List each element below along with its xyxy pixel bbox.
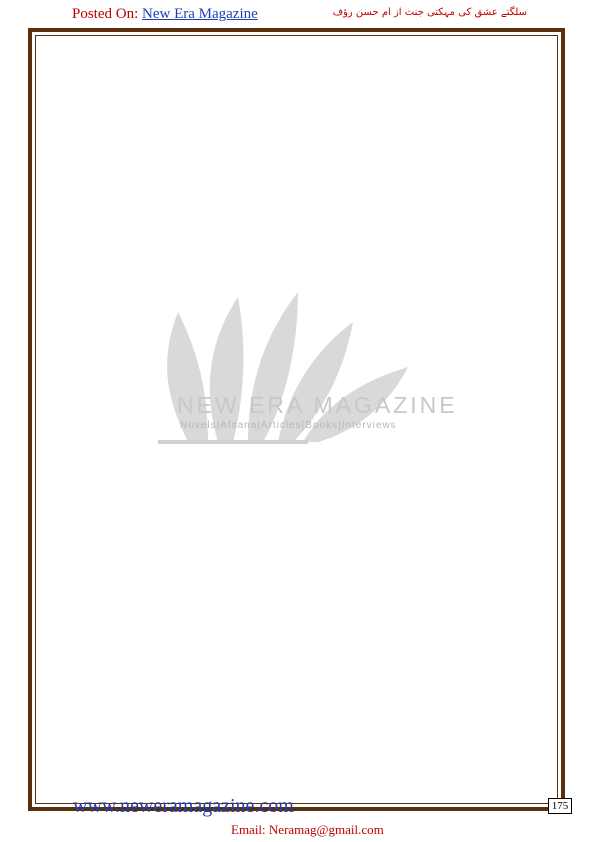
novel-title: سلگتے عشق کی مہکتی جنت از ام حسن رؤف	[332, 7, 527, 18]
posted-on	[72, 6, 258, 23]
magazine-link[interactable]: New Era Magazine	[142, 6, 258, 22]
page-number: 175	[548, 798, 572, 814]
contact-email: Email: Neramag@gmail.com	[231, 822, 384, 837]
posted-on-label: Posted On:	[72, 6, 139, 22]
watermark-tagline: Novels|Afsana|Articles|Books|Interviews	[180, 420, 397, 431]
leaf-logo-icon	[148, 292, 458, 462]
website-link[interactable]: www.neweramagazine.com	[73, 795, 294, 817]
page-header	[0, 0, 595, 28]
watermark-brand: NEW ERA MAGAZINE	[177, 392, 458, 418]
